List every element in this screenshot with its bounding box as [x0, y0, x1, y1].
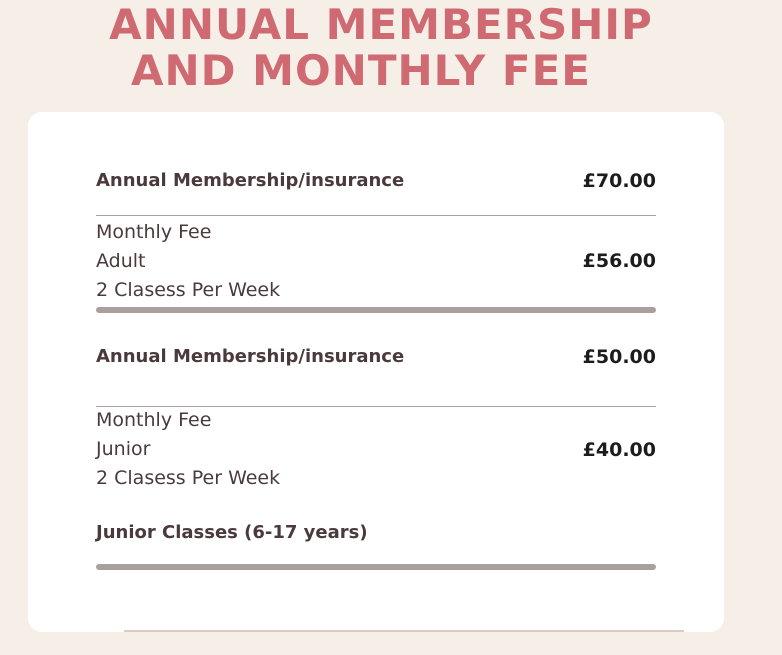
adult-membership-label: Annual Membership/insurance: [96, 170, 405, 191]
divider: [96, 215, 656, 216]
adult-monthly-line-2: Adult: [96, 250, 146, 272]
junior-monthly-label: [96, 406, 280, 493]
junior-monthly-line-2: Junior: [96, 438, 151, 460]
junior-classes-note: Junior Classes (6-17 years): [96, 522, 368, 543]
price-card: [28, 112, 724, 632]
junior-monthly-line-3: 2 Clasess Per Week: [96, 467, 281, 489]
section-divider: [96, 564, 656, 570]
adult-membership-price: £70.00: [582, 170, 656, 192]
junior-membership-label: Annual Membership/insurance: [96, 346, 405, 367]
adult-monthly-line-3: 2 Clasess Per Week: [96, 279, 281, 301]
adult-monthly-price: £56.00: [582, 250, 656, 272]
junior-monthly-price: £40.00: [582, 439, 656, 461]
page-title-line-1: ANNUAL MEMBERSHIP: [109, 0, 653, 49]
adult-monthly-label: [96, 218, 280, 305]
page-title-line-2: AND MONTHLY FEE: [131, 46, 591, 95]
section-divider: [96, 307, 656, 313]
junior-monthly-line-1: Monthly Fee: [96, 409, 212, 431]
adult-monthly-line-1: Monthly Fee: [96, 221, 212, 243]
footer-divider: [124, 630, 684, 632]
junior-membership-price: £50.00: [582, 346, 656, 368]
